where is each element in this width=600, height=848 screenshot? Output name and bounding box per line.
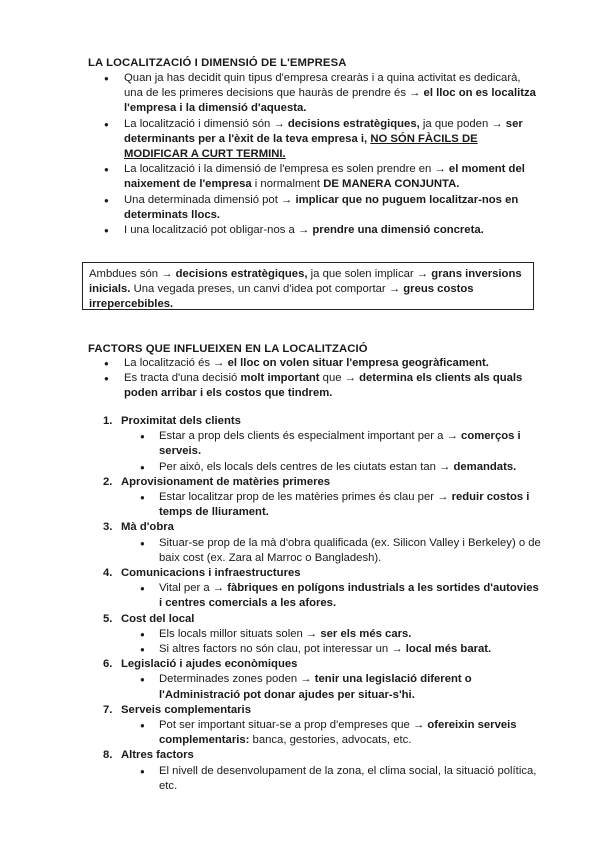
list-item: ● Es tracta d'una decisió molt important que → determina els clients als quals poden arribar i els costos que tindrem. [0, 371, 600, 401]
section-title-factors: FACTORS QUE INFLUEIXEN EN LA LOCALITZACIÓ [88, 343, 368, 355]
section1-bullet-list [0, 71, 600, 238]
list-item: ● I una localització pot obligar-nos a → prendre una dimensió concreta. [0, 223, 600, 238]
factor-item: 7. Serveis complementaris ● Pot ser important situar-se a prop d'empreses que → ofereixin serveis complementaris: banca, gestories, advocats, etc. [0, 703, 600, 749]
factor-title: Proximitat dels clients [121, 415, 241, 427]
factor-title: Legislació i ajudes econòmiques [121, 658, 298, 671]
factor-item: 8. Altres factors ● El nivell de desenvolupament de la zona, el clima social, la situació política, etc. [0, 748, 600, 794]
factor-item: 6. Legislació i ajudes econòmiques ● Determinades zones poden → tenir una legislació diferent o l'Administració pot donar ajudes per situar-s'hi. [0, 657, 600, 703]
list-item: ● Una determinada dimensió pot → implicar que no puguem localitzar-nos en determinats llocs. [0, 193, 600, 223]
factor-title: Serveis complementaris [121, 703, 251, 716]
list-item: ● Estar localitzar prop de les matèries primes és clau per → reduir costos i temps de lliurament. [0, 490, 600, 520]
list-item: ● Pot ser important situar-se a prop d'empreses que → ofereixin serveis complementaris: banca, gestories, advocats, etc. [0, 718, 600, 748]
summary-box: Ambdues són → decisions estratègiques, ja que solen implicar → grans inversions inicials. Una vegada preses, un canvi d'idea pot comportar → greus costos irrepercebibles. [82, 262, 534, 310]
list-item: ● Determinades zones poden → tenir una legislació diferent o l'Administració pot donar ajudes per situar-s'hi. [0, 672, 600, 702]
list-item: ● La localització és → el lloc on volen situar l'empresa geogràficament. [0, 356, 600, 371]
list-item: ● Estar a prop dels clients és especialment important per a → comerços i serveis. [0, 429, 600, 459]
list-item: ● La localització i dimensió són → decisions estratègiques, ja que poden → ser determinants per a l'èxit de la teva empresa i, NO SÓN FÀCILS DE MODIFICAR A CURT TERMINI. [0, 117, 600, 163]
section-title-localitzacio-dimensio: LA LOCALITZACIÓ I DIMENSIÓ DE L'EMPRESA [88, 57, 347, 69]
factor-title: Aprovisionament de matèries primeres [121, 475, 331, 488]
section2-bullet-list [0, 356, 600, 402]
list-item: ● El nivell de desenvolupament de la zona, el clima social, la situació política, etc. [0, 764, 600, 794]
factor-title: Cost del local [121, 612, 195, 625]
factor-item: 5. Cost del local ● Els locals millor situats solen → ser els més cars. ● Si altres factors no són clau, pot interessar un → local més barat. [0, 612, 600, 658]
factor-title: Altres factors [121, 749, 194, 762]
factor-title: Mà d'obra [121, 521, 174, 534]
list-item: ● Per això, els locals dels centres de les ciutats estan tan → demandats. [0, 460, 600, 475]
list-item: ● La localització i la dimensió de l'empresa es solen prendre en → el moment del naixement de l'empresa i normalment DE MANERA CONJUNTA. [0, 162, 600, 192]
factor-item: 3. Mà d'obra ● Situar-se prop de la mà d'obra qualificada (ex. Silicon Valley i Berkeley) o de baix cost (ex. Zara al Marroc o Bangladesh). [0, 520, 600, 566]
list-item: ● Si altres factors no són clau, pot interessar un → local més barat. [0, 642, 600, 657]
list-item: ● Situar-se prop de la mà d'obra qualificada (ex. Silicon Valley i Berkeley) o de baix cost (ex. Zara al Marroc o Bangladesh). [0, 536, 600, 566]
list-item: ● Els locals millor situats solen → ser els més cars. [0, 627, 600, 642]
list-item: ● Quan ja has decidit quin tipus d'empresa crearàs i a quina activitat es dedicarà, una de les primeres decisions que hauràs de prendre és → el lloc on es localitza l'empresa i la dimensió d'aquesta. [0, 71, 600, 117]
factor-item: 2. Aprovisionament de matèries primeres ● Estar localitzar prop de les matèries primes és clau per → reduir costos i temps de lliurament. [0, 475, 600, 521]
factor-title: Comunicacions i infraestructures [121, 567, 301, 580]
factor-item: 4. Comunicacions i infraestructures ● Vital per a → fàbriques en polígons industrials a les sortides d'autovies i centres comercials a les afores. [0, 566, 600, 612]
list-item: ● Vital per a → fàbriques en polígons industrials a les sortides d'autovies i centres comercials a les afores. [0, 581, 600, 611]
factors-numbered-list [0, 414, 600, 794]
factor-item: 1. Proximitat dels clients ● Estar a prop dels clients és especialment important per a → comerços i serveis. ● Per això, els locals dels centres de les ciutats estan tan → demandats. [0, 414, 600, 475]
